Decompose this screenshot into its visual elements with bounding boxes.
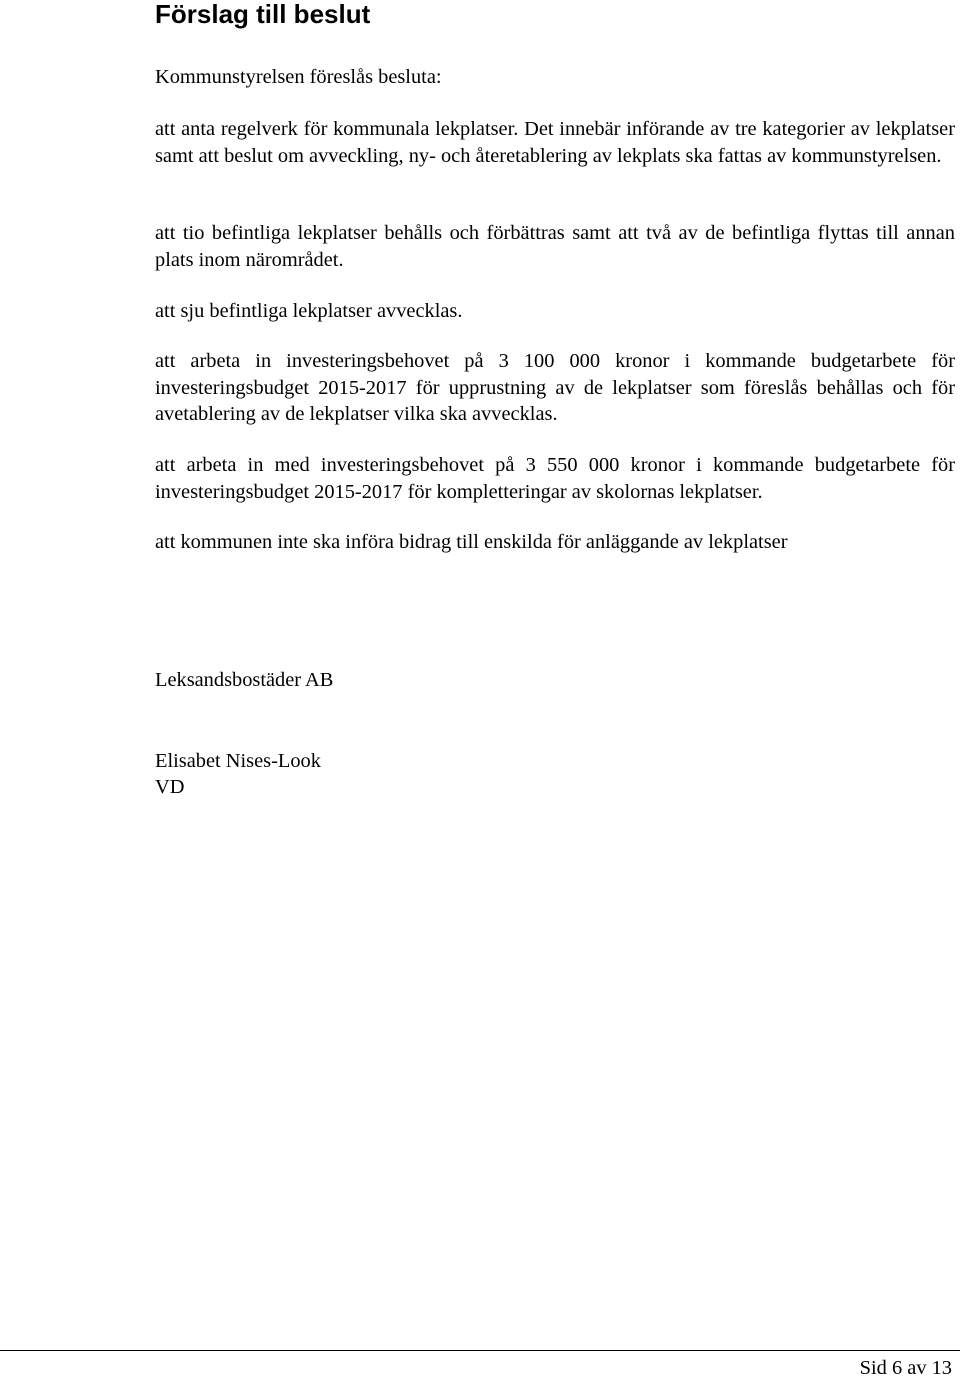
footer-divider [0,1350,960,1351]
proposal-4: att arbeta in investeringsbehovet på 3 100 000 kronor i kommande budgetarbete för investeringsbudget 2015-2017 för upprustning av de lekplatser som föreslås behållas och för avetablering av de lekplatser vilka ska avvecklas. [155,350,955,425]
proposal-3: att sju befintliga lekplatser avvecklas. [155,300,463,322]
signatory-title: VD [155,776,185,798]
signatory-name: Elisabet Nises-Look [155,750,321,772]
page-title: Förslag till beslut [155,0,371,29]
proposal-2: att tio befintliga lekplatser behålls och förbättras samt att två av de befintliga flyttas till annan plats inom närområdet. [155,222,955,271]
organization-name: Leksandsbostäder AB [155,669,334,691]
proposal-1: att anta regelverk för kommunala lekplatser. Det innebär införande av tre kategorier av lekplatser samt att beslut om avveckling, ny- och återetablering av lekplats ska fattas av kommunstyrelsen. [155,118,955,167]
proposal-6: att kommunen inte ska införa bidrag till enskilda för anläggande av lekplatser [155,531,788,553]
page-number: Sid 6 av 13 [859,1357,952,1379]
intro-text: Kommunstyrelsen föreslås besluta: [155,66,442,88]
proposal-5: att arbeta in med investeringsbehovet på 3 550 000 kronor i kommande budgetarbete för investeringsbudget 2015-2017 för kompletteringar av skolornas lekplatser. [155,454,955,503]
